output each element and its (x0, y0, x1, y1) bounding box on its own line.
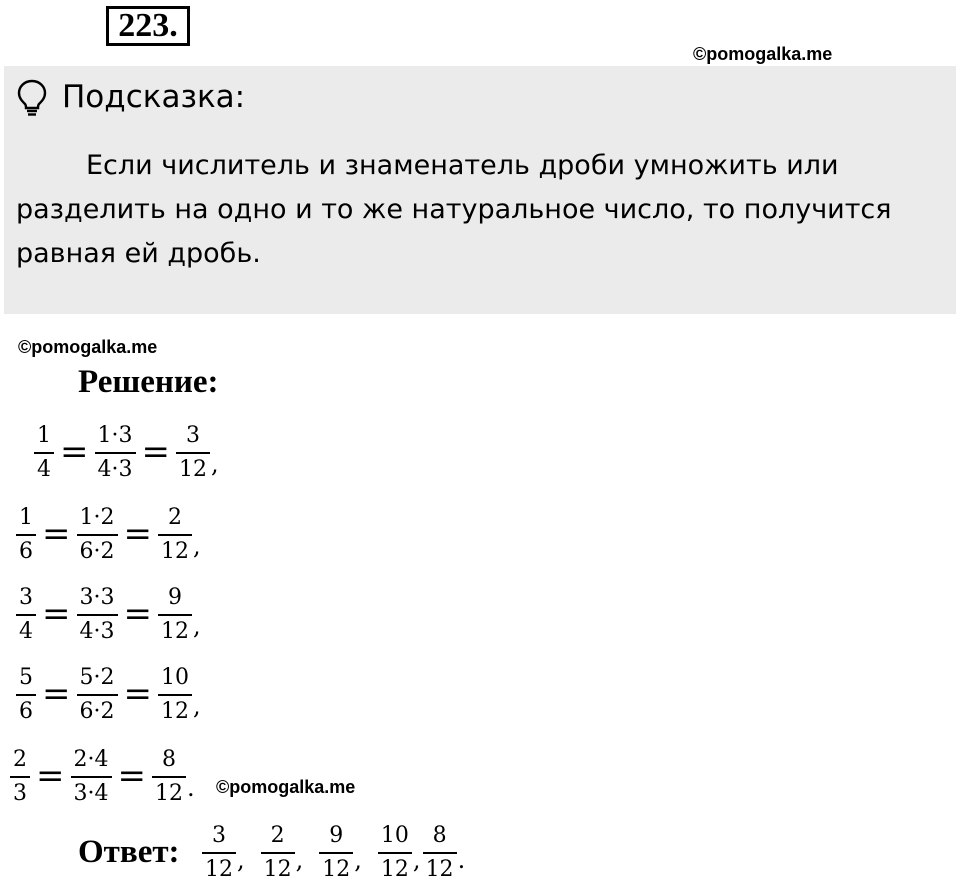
fraction (261, 822, 295, 884)
fraction (77, 504, 118, 566)
numerator: 3·3 (79, 585, 115, 610)
numerator: 3 (19, 585, 33, 610)
denominator: 12 (176, 452, 210, 484)
answer-fraction (423, 822, 466, 884)
fraction (378, 822, 412, 884)
punctuation: , (295, 846, 304, 874)
answer-fraction (202, 822, 245, 884)
fraction (71, 746, 112, 808)
punctuation: . (187, 774, 195, 802)
punctuation: , (193, 692, 201, 720)
answer-fraction (378, 822, 421, 884)
equals-sign: = (117, 756, 146, 796)
denominator: 12 (158, 534, 192, 566)
fraction (34, 422, 54, 484)
equals-sign: = (123, 594, 152, 634)
punctuation: , (354, 846, 362, 874)
denominator: 12 (319, 852, 353, 884)
fraction (176, 422, 210, 484)
denominator: 6·2 (77, 694, 118, 726)
equals-sign: = (60, 432, 89, 472)
fraction (202, 822, 236, 884)
numerator: 9 (168, 585, 182, 610)
denominator: 12 (152, 776, 186, 808)
numerator: 2 (270, 823, 285, 848)
fraction (158, 504, 192, 566)
answer-label: Ответ: (78, 834, 180, 870)
denominator: 4 (34, 452, 54, 484)
equals-sign: = (123, 514, 152, 554)
equals-sign: = (42, 514, 71, 554)
numerator: 10 (380, 823, 409, 848)
fraction (319, 822, 353, 884)
numerator: 1·3 (97, 423, 133, 448)
equals-sign: = (141, 432, 170, 472)
punctuation: . (457, 846, 466, 874)
numerator: 3 (186, 423, 200, 448)
denominator: 6 (16, 534, 36, 566)
denominator: 12 (202, 852, 236, 884)
numerator: 1·2 (79, 505, 115, 530)
fraction (95, 422, 136, 484)
numerator: 3 (212, 823, 226, 848)
answer-fraction (261, 822, 304, 884)
equation-row (16, 580, 201, 650)
denominator: 12 (378, 852, 412, 884)
fraction (158, 664, 192, 726)
numerator: 2·4 (73, 747, 109, 772)
fraction (423, 822, 457, 884)
equation-row (16, 500, 201, 570)
answer-fraction (319, 822, 362, 884)
watermark: ©pomogalka.me (693, 44, 833, 64)
equation-row (16, 660, 201, 730)
numerator: 2 (13, 747, 27, 772)
punctuation: , (211, 450, 219, 478)
watermark: ©pomogalka.me (18, 337, 158, 357)
numerator: 1 (37, 423, 51, 448)
fraction (152, 746, 186, 808)
fraction (16, 584, 36, 646)
denominator: 4·3 (77, 614, 118, 646)
numerator: 2 (168, 505, 182, 530)
hint-text: Если числитель и знаменатель дроби умножить или разделить на одно и то же натуральное число, то получится равная ей дробь. (16, 150, 892, 269)
watermark: ©pomogalka.me (216, 777, 356, 797)
hint-box (4, 66, 956, 314)
numerator: 1 (19, 505, 33, 530)
fraction (10, 746, 30, 808)
fraction (77, 664, 118, 726)
task-number: 223. (106, 6, 190, 46)
punctuation: , (412, 846, 421, 874)
denominator: 12 (423, 852, 457, 884)
equation-row (34, 418, 219, 488)
denominator: 4 (16, 614, 36, 646)
equation-row (10, 742, 195, 812)
denominator: 3 (10, 776, 30, 808)
denominator: 4·3 (95, 452, 136, 484)
numerator: 9 (329, 823, 344, 848)
punctuation: , (237, 846, 245, 874)
punctuation: , (193, 612, 201, 640)
numerator: 8 (432, 823, 447, 848)
numerator: 8 (162, 747, 176, 772)
equals-sign: = (123, 674, 152, 714)
equals-sign: = (42, 674, 71, 714)
fraction (16, 504, 36, 566)
fraction (16, 664, 36, 726)
denominator: 12 (158, 694, 192, 726)
fraction (158, 584, 192, 646)
numerator: 5·2 (79, 665, 115, 690)
solution-title: Решение: (78, 364, 219, 400)
denominator: 6 (16, 694, 36, 726)
denominator: 12 (261, 852, 295, 884)
equals-sign: = (42, 594, 71, 634)
numerator: 5 (19, 665, 33, 690)
lightbulb-icon (16, 79, 48, 117)
answer-fractions (202, 818, 481, 888)
hint-title: Подсказка: (62, 79, 246, 115)
punctuation: , (193, 532, 201, 560)
denominator: 6·2 (77, 534, 118, 566)
equals-sign: = (36, 756, 65, 796)
fraction (77, 584, 118, 646)
numerator: 10 (161, 665, 189, 690)
denominator: 3·4 (71, 776, 112, 808)
denominator: 12 (158, 614, 192, 646)
